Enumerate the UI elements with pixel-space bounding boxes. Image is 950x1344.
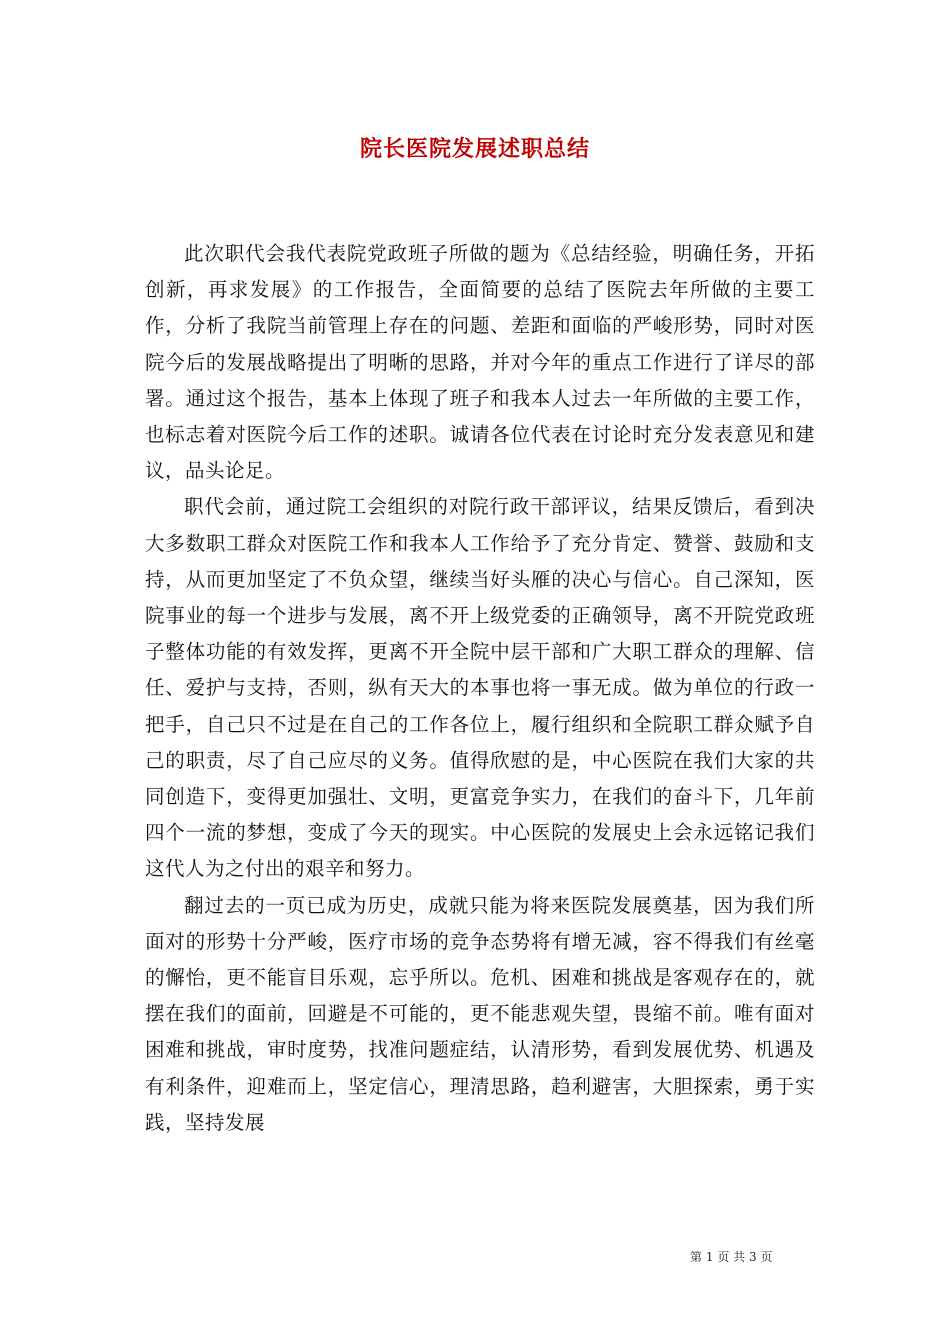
footer-middle: 页 共 xyxy=(717,1250,746,1264)
paragraph-3: 翻过去的一页已成为历史，成就只能为将来医院发展奠基，因为我们所面对的形势十分严峻，医疗市场的竞争态势将有增无减，容不得我们有丝毫的懈怡，更不能盲目乐观，忘乎所以。危机、困难和挑战是客观存在的，就摆在我们的面前，回避是不可能的，更不能悲观失望，畏缩不前。唯有面对困难和挑战，审时度势，找准问题症结，认清形势，看到发展优势、机遇及有利条件，迎难而上，坚定信心，理清思路，趋利避害，大胆探索，勇于实践，坚持发展 xyxy=(145,893,815,1134)
page-number-footer xyxy=(690,1248,772,1265)
document-title: 院长医院发展述职总结 xyxy=(359,136,590,162)
footer-current-page: 1 xyxy=(705,1250,714,1264)
footer-suffix: 页 xyxy=(760,1250,773,1264)
footer-total-pages: 3 xyxy=(748,1250,757,1264)
document-body xyxy=(145,236,815,1141)
paragraph-2: 职代会前，通过院工会组织的对院行政干部评议，结果反馈后，看到决大多数职工群众对医院工作和我本人工作给予了充分肯定、赞誉、鼓励和支持，从而更加坚定了不负众望，继续当好头雁的决心与信心。自己深知，医院事业的每一个进步与发展，离不开上级党委的正确领导，离不开院党政班子整体功能的有效发挥，更离不开全院中层干部和广大职工群众的理解、信任、爱护与支持，否则，纵有天大的本事也将一事无成。做为单位的行政一把手，自己只不过是在自己的工作各位上，履行组织和全院职工群众赋予自己的职责，尽了自己应尽的义务。值得欣慰的是，中心医院在我们大家的共同创造下，变得更加强壮、文明，更富竞争实力，在我们的奋斗下，几年前四个一流的梦想，变成了今天的现实。中心医院的发展史上会永远铭记我们这代人为之付出的艰辛和努力。 xyxy=(145,495,815,881)
footer-prefix: 第 xyxy=(690,1250,703,1264)
paragraph-1: 此次职代会我代表院党政班子所做的题为《总结经验，明确任务，开拓创新，再求发展》的工作报告，全面简要的总结了医院去年所做的主要工作，分析了我院当前管理上存在的问题、差距和面临的严峻形势，同时对医院今后的发展战略提出了明晰的思路，并对今年的重点工作进行了详尽的部署。通过这个报告，基本上体现了班子和我本人过去一年所做的主要工作，也标志着对医院今后工作的述职。诚请各位代表在讨论时充分发表意见和建议，品头论足。 xyxy=(145,242,815,483)
